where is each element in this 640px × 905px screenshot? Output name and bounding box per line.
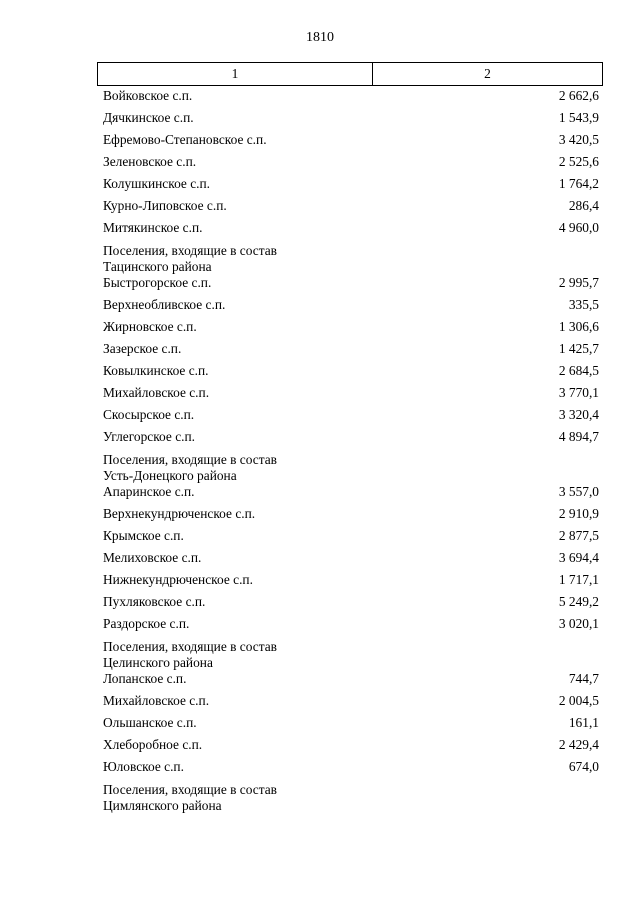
- table-row: [97, 130, 603, 152]
- settlement-name: Апаринское с.п.: [103, 484, 195, 499]
- settlement-value: 4 894,7: [558, 429, 599, 444]
- table-row: [97, 152, 603, 174]
- settlement-name: Раздорское с.п.: [103, 616, 190, 631]
- settlement-name: Верхнекундрюченское с.п.: [103, 506, 256, 521]
- settlement-value: 3 770,1: [558, 385, 599, 400]
- table-row: [97, 339, 603, 361]
- settlement-value: 2 995,7: [558, 275, 599, 290]
- settlement-value: 2 525,6: [558, 154, 599, 169]
- settlement-name: Нижнекундрюченское с.п.: [103, 572, 253, 587]
- group-heading-text: Поселения, входящие в состав Цимлянского района: [103, 782, 277, 813]
- settlement-name: Ковылкинское с.п.: [103, 363, 209, 378]
- settlement-name: Войковское с.п.: [103, 88, 193, 103]
- settlement-value: 2 004,5: [558, 693, 599, 708]
- settlement-value: 2 684,5: [558, 363, 599, 378]
- settlement-value: 5 249,2: [558, 594, 599, 609]
- settlement-value: 3 420,5: [558, 132, 599, 147]
- table-row: [97, 526, 603, 548]
- settlement-name: Ольшанское с.п.: [103, 715, 197, 730]
- settlement-name: Дячкинское с.п.: [103, 110, 194, 125]
- settlement-name: Углегорское с.п.: [103, 429, 196, 444]
- table-row: [97, 669, 603, 691]
- settlement-value: 1 306,6: [558, 319, 599, 334]
- table-row: [97, 317, 603, 339]
- settlement-name: Крымское с.п.: [103, 528, 184, 543]
- settlement-name: Юловское с.п.: [103, 759, 184, 774]
- settlement-value: 2 429,4: [558, 737, 599, 752]
- settlement-name: Верхнеобливское с.п.: [103, 297, 226, 312]
- settlements-table: [97, 62, 603, 812]
- table-row: [97, 196, 603, 218]
- settlement-name: Колушкинское с.п.: [103, 176, 211, 191]
- group-heading-row: [97, 636, 603, 669]
- settlement-value: 1 764,2: [558, 176, 599, 191]
- table-row: [97, 86, 603, 108]
- table-row: [97, 273, 603, 295]
- settlement-name: Ефремово-Степановское с.п.: [103, 132, 267, 147]
- table-header: [97, 62, 603, 86]
- settlement-value: 3 694,4: [558, 550, 599, 565]
- settlement-name: Михайловское с.п.: [103, 693, 210, 708]
- table-row: [97, 735, 603, 757]
- settlement-value: 2 877,5: [558, 528, 599, 543]
- settlement-value: 674,0: [568, 759, 599, 774]
- settlement-name: Пухляковское с.п.: [103, 594, 206, 609]
- table-row: [97, 295, 603, 317]
- table-row: [97, 174, 603, 196]
- table-row: [97, 592, 603, 614]
- table-row: [97, 504, 603, 526]
- table-row: [97, 405, 603, 427]
- settlement-value: 3 020,1: [558, 616, 599, 631]
- settlement-value: 161,1: [568, 715, 599, 730]
- header-cell-1: 1: [98, 63, 373, 85]
- settlement-name: Михайловское с.п.: [103, 385, 210, 400]
- table-row: [97, 691, 603, 713]
- table-row: [97, 548, 603, 570]
- settlement-name: Зазерское с.п.: [103, 341, 182, 356]
- table-row: [97, 713, 603, 735]
- settlement-value: 4 960,0: [558, 220, 599, 235]
- table-row: [97, 361, 603, 383]
- header-cell-2: 2: [484, 66, 491, 81]
- group-heading-row: [97, 449, 603, 482]
- settlement-value: 286,4: [568, 198, 599, 213]
- settlement-value: 335,5: [568, 297, 599, 312]
- settlement-value: 2 910,9: [558, 506, 599, 521]
- group-heading-text: Поселения, входящие в состав Усть-Донецкого района: [103, 452, 277, 483]
- settlement-name: Зеленовское с.п.: [103, 154, 197, 169]
- settlement-name: Скосырское с.п.: [103, 407, 195, 422]
- table-row: [97, 427, 603, 449]
- settlement-value: 1 425,7: [558, 341, 599, 356]
- settlement-name: Быстрогорское с.п.: [103, 275, 212, 290]
- settlement-value: 1 543,9: [558, 110, 599, 125]
- settlement-name: Мелиховское с.п.: [103, 550, 202, 565]
- settlement-value: 2 662,6: [558, 88, 599, 103]
- settlement-name: Жирновское с.п.: [103, 319, 197, 334]
- settlement-value: 1 717,1: [558, 572, 599, 587]
- table-row: [97, 108, 603, 130]
- table-row: [97, 218, 603, 240]
- table-body: [97, 86, 603, 812]
- table-row: [97, 757, 603, 779]
- settlement-name: Курно-Липовское с.п.: [103, 198, 227, 213]
- table-row: [97, 383, 603, 405]
- settlement-name: Хлеборобное с.п.: [103, 737, 203, 752]
- group-heading-row: [97, 779, 603, 812]
- settlement-name: Митякинское с.п.: [103, 220, 203, 235]
- group-heading-text: Поселения, входящие в состав Целинского района: [103, 639, 277, 670]
- group-heading-text: Поселения, входящие в состав Тацинского района: [103, 243, 277, 274]
- settlement-value: 3 320,4: [558, 407, 599, 422]
- settlement-value: 744,7: [568, 671, 599, 686]
- group-heading-row: [97, 240, 603, 273]
- page-number: 1810: [306, 30, 334, 45]
- settlement-value: 3 557,0: [558, 484, 599, 499]
- settlement-name: Лопанское с.п.: [103, 671, 187, 686]
- table-row: [97, 614, 603, 636]
- table-row: [97, 482, 603, 504]
- table-row: [97, 570, 603, 592]
